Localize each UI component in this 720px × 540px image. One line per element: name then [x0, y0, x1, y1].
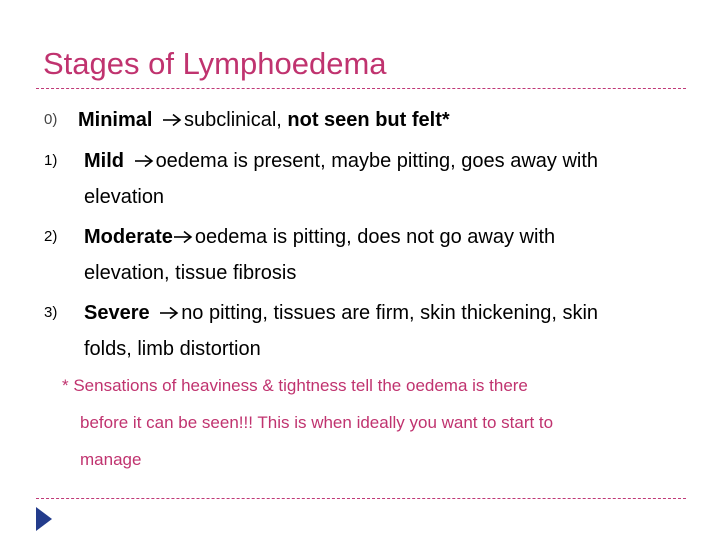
footnote — [62, 367, 662, 478]
bottom-divider — [36, 498, 686, 499]
stage-term: Minimal — [78, 109, 153, 131]
stage-number: 1) — [44, 152, 58, 169]
stage-number: 0) — [44, 111, 58, 128]
right-arrow-icon — [173, 230, 193, 244]
footnote-line-3: manage — [80, 450, 142, 469]
stage-description: subclinical, — [184, 109, 288, 131]
stage-description-line2: folds, limb distortion — [84, 338, 261, 360]
right-arrow-icon — [159, 306, 179, 320]
stage-term: Severe — [84, 302, 150, 324]
stage-description: oedema is present, maybe pitting, goes away with — [155, 150, 599, 172]
stage-term: Mild — [84, 150, 124, 172]
stage-number: 3) — [44, 304, 58, 321]
stage-description: oedema is pitting, does not go away with — [194, 226, 556, 248]
top-divider — [36, 88, 686, 89]
stage-description-line2: elevation — [84, 186, 165, 208]
stage-description-bold: not seen but felt* — [287, 109, 450, 131]
triangle-bullet-icon — [36, 507, 52, 531]
right-arrow-icon — [134, 154, 154, 168]
stage-description: no pitting, tissues are firm, skin thickening, skin — [181, 302, 599, 324]
stage-number: 2) — [44, 228, 58, 245]
stage-term: Moderate — [84, 226, 173, 248]
right-arrow-icon — [162, 113, 182, 127]
page-title: Stages of Lymphoedema — [43, 46, 387, 81]
stage-description-line2: elevation, tissue fibrosis — [84, 262, 297, 284]
footnote-line-2: before it can be seen!!! This is when ideally you want to start to — [80, 413, 554, 432]
footnote-line-1: * Sensations of heaviness & tightness tell the oedema is there — [62, 376, 528, 395]
